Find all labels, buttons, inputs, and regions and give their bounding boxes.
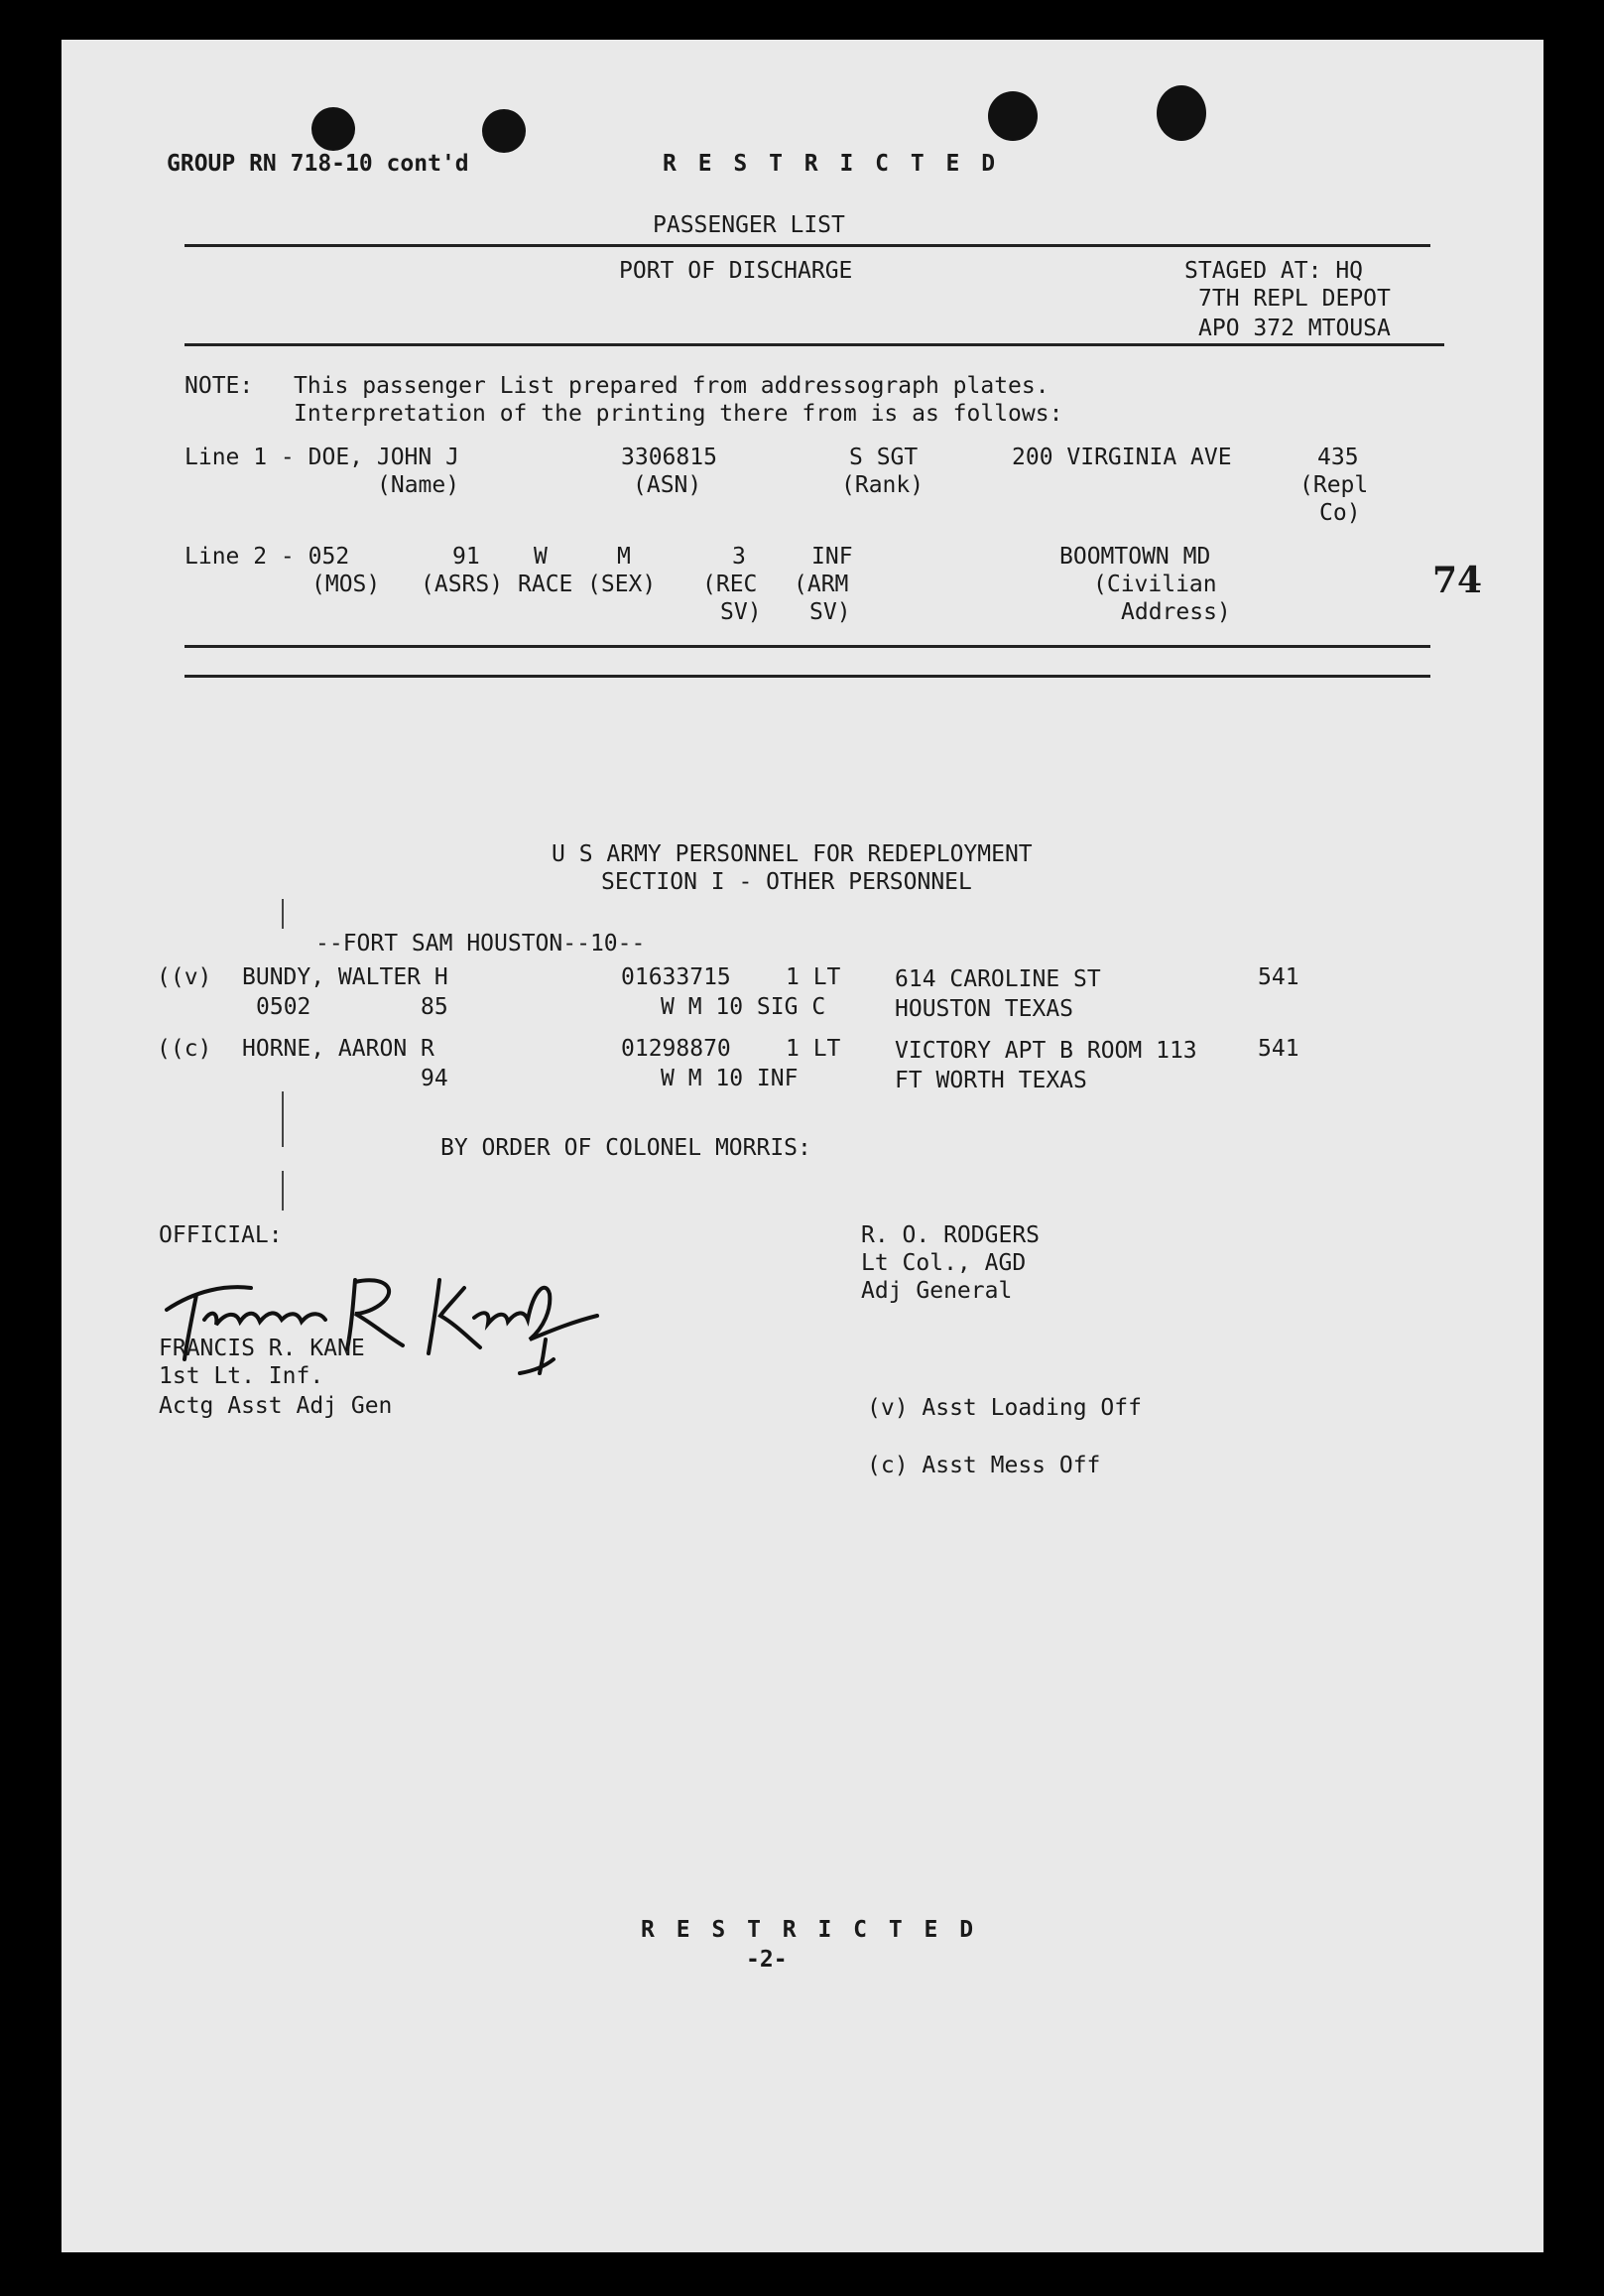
section-title: U S ARMY PERSONNEL FOR REDEPLOYMENT bbox=[552, 841, 1033, 867]
classification-top: R E S T R I C T E D bbox=[663, 151, 1000, 177]
port-of-discharge: PORT OF DISCHARGE bbox=[619, 258, 853, 284]
punch-hole bbox=[311, 107, 355, 151]
example-arm-label1: (ARM bbox=[794, 572, 849, 597]
section-subtitle: SECTION I - OTHER PERSONNEL bbox=[601, 869, 972, 895]
example-arm-label2: SV) bbox=[809, 599, 851, 625]
example-race-label: RACE bbox=[518, 572, 573, 597]
row-address: VICTORY APT B ROOM 113 bbox=[895, 1038, 1197, 1064]
row-asn: 01298870 bbox=[621, 1036, 731, 1062]
row-city: FT WORTH TEXAS bbox=[895, 1068, 1087, 1093]
example-line1-prefix: Line 1 - DOE, JOHN J bbox=[185, 445, 459, 470]
example-repl: 435 bbox=[1317, 445, 1359, 470]
staged-at-line2: 7TH REPL DEPOT bbox=[1198, 286, 1391, 312]
row-mos: 0502 bbox=[256, 994, 311, 1020]
example-asn-label: (ASN) bbox=[633, 472, 702, 498]
row-city: HOUSTON TEXAS bbox=[895, 996, 1074, 1022]
row-race-sex-arm: W M 10 SIG C bbox=[661, 994, 826, 1020]
document-page bbox=[62, 40, 1543, 2252]
example-rec: 3 bbox=[732, 544, 746, 570]
example-line2-prefix: Line 2 - 052 bbox=[185, 544, 350, 570]
example-name-label: (Name) bbox=[377, 472, 460, 498]
example-mos-label: (MOS) bbox=[311, 572, 381, 597]
row-asrs: 85 bbox=[421, 994, 448, 1020]
example-civilian-address: BOOMTOWN MD bbox=[1059, 544, 1211, 570]
note-rule bbox=[185, 645, 1430, 648]
header-rule bbox=[185, 244, 1430, 247]
left-signer-rank: 1st Lt. Inf. bbox=[159, 1363, 324, 1389]
left-signer-name: FRANCIS R. KANE bbox=[159, 1336, 365, 1361]
staged-at-line1: STAGED AT: HQ bbox=[1184, 258, 1364, 284]
row-name: HORNE, AARON R bbox=[242, 1036, 434, 1062]
example-asn: 3306815 bbox=[621, 445, 717, 470]
row-mark: ((c) bbox=[157, 1036, 212, 1062]
row-rank: 1 LT bbox=[786, 1036, 841, 1062]
example-repl-label2: Co) bbox=[1319, 500, 1361, 526]
group-number: GROUP RN 718-10 cont'd bbox=[167, 151, 469, 177]
note-rule bbox=[185, 675, 1430, 678]
by-order-line: BY ORDER OF COLONEL MORRIS: bbox=[440, 1135, 811, 1161]
left-signer-title: Actg Asst Adj Gen bbox=[159, 1393, 393, 1419]
example-civilian-label1: (Civilian bbox=[1093, 572, 1217, 597]
margin-dash-line bbox=[282, 899, 284, 929]
station-heading: --FORT SAM HOUSTON--10-- bbox=[315, 931, 646, 957]
example-civilian-label2: Address) bbox=[1121, 599, 1231, 625]
example-sex: M bbox=[617, 544, 631, 570]
example-address: 200 VIRGINIA AVE bbox=[1012, 445, 1232, 470]
right-signer-title: Adj General bbox=[861, 1278, 1013, 1304]
list-title: PASSENGER LIST bbox=[653, 212, 845, 238]
legend-loading-officer: (v) Asst Loading Off bbox=[867, 1395, 1142, 1421]
margin-dash-line bbox=[282, 1091, 284, 1147]
row-mark: ((v) bbox=[157, 964, 212, 990]
page-number: -2- bbox=[746, 1947, 788, 1973]
punch-hole bbox=[1157, 85, 1206, 141]
classification-bottom: R E S T R I C T E D bbox=[641, 1917, 978, 1943]
example-rec-label2: SV) bbox=[720, 599, 762, 625]
example-arm: INF bbox=[811, 544, 853, 570]
example-rank-label: (Rank) bbox=[841, 472, 925, 498]
margin-page-number: 74 bbox=[1432, 560, 1483, 601]
right-signer-rank: Lt Col., AGD bbox=[861, 1250, 1027, 1276]
row-rank: 1 LT bbox=[786, 964, 841, 990]
note-text-line1: This passenger List prepared from addressograph plates. bbox=[294, 373, 1049, 399]
example-repl-label1: (Repl bbox=[1299, 472, 1369, 498]
example-sex-label: (SEX) bbox=[587, 572, 657, 597]
punch-hole bbox=[988, 91, 1038, 141]
row-race-sex-arm: W M 10 INF bbox=[661, 1066, 799, 1091]
example-asrs: 91 bbox=[452, 544, 480, 570]
example-rec-label1: (REC bbox=[702, 572, 758, 597]
row-repl: 541 bbox=[1258, 1036, 1299, 1062]
row-asrs: 94 bbox=[421, 1066, 448, 1091]
row-name: BUNDY, WALTER H bbox=[242, 964, 448, 990]
note-text-line2: Interpretation of the printing there from is as follows: bbox=[294, 401, 1063, 427]
row-address: 614 CAROLINE ST bbox=[895, 966, 1101, 992]
punch-hole bbox=[482, 109, 526, 153]
row-repl: 541 bbox=[1258, 964, 1299, 990]
right-signer-name: R. O. RODGERS bbox=[861, 1222, 1041, 1248]
header-rule bbox=[185, 343, 1444, 346]
note-label: NOTE: bbox=[185, 373, 254, 399]
margin-dash-line bbox=[282, 1171, 284, 1211]
example-rank: S SGT bbox=[849, 445, 919, 470]
legend-mess-officer: (c) Asst Mess Off bbox=[867, 1453, 1101, 1478]
row-asn: 01633715 bbox=[621, 964, 731, 990]
staged-at-line3: APO 372 MTOUSA bbox=[1198, 316, 1391, 341]
example-asrs-label: (ASRS) bbox=[421, 572, 504, 597]
official-label: OFFICIAL: bbox=[159, 1222, 283, 1248]
example-race: W bbox=[534, 544, 548, 570]
